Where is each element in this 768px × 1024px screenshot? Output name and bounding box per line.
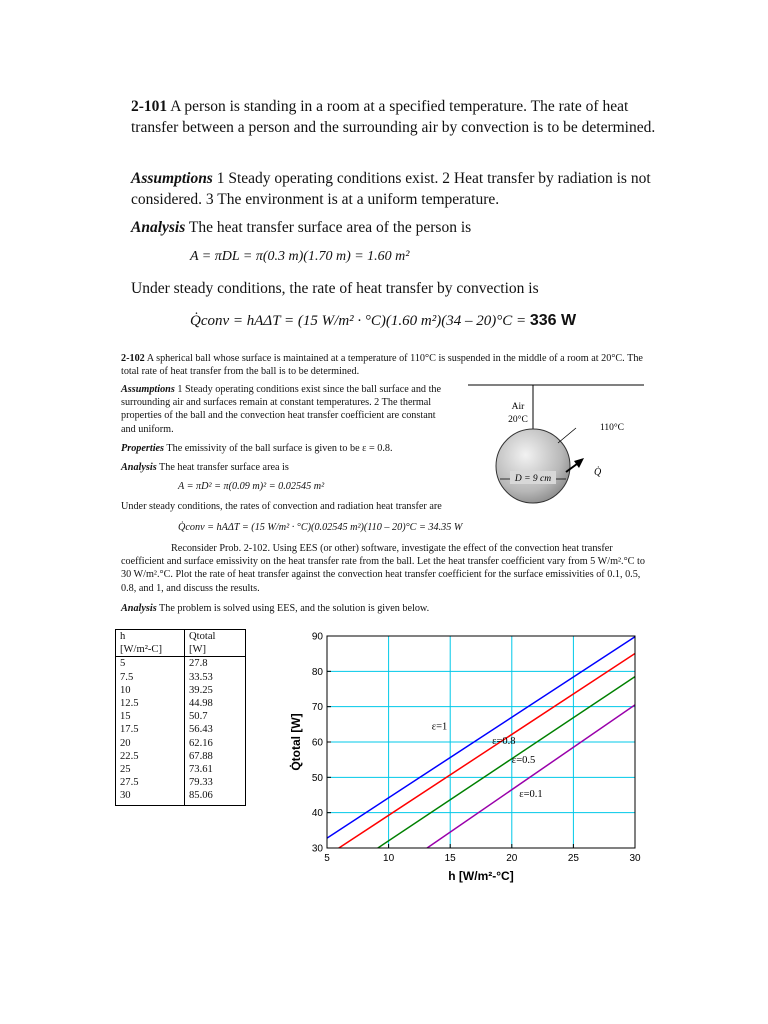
table-row	[116, 723, 245, 736]
table-header-row	[116, 630, 245, 657]
table-cell-q: 33.53	[189, 671, 213, 683]
table-cell-h: 22.5	[116, 750, 185, 763]
analysis-ees	[121, 602, 651, 615]
table-cell-q: 85.06	[189, 790, 213, 802]
equation-convection-lhs: Q̇conv = hAΔT = (15 W/m² · °C)(1.60 m²)(34 – 20)°C =	[190, 313, 530, 329]
table-cell-h: 5	[116, 657, 185, 671]
problem-intro: A person is standing in a room at a specified temperature. The rate of heat transfer between a person and the surrounding air by convection is to be determined.	[131, 98, 656, 136]
x-tick-label: 10	[383, 853, 395, 864]
steady-conditions-text-2: Under steady conditions, the rates of convection and radiation heat transfer are	[121, 501, 442, 512]
heat-rate-label: Q̇	[594, 467, 602, 478]
table-row	[116, 789, 245, 804]
table-row	[116, 697, 245, 710]
y-tick-label: 90	[311, 631, 323, 643]
analysis-label: Analysis	[131, 219, 186, 236]
table-header-q: Qtotal [W]	[185, 630, 246, 657]
ball-figure	[466, 380, 646, 515]
surface-temp-label: 110°C	[599, 423, 625, 433]
table-row	[116, 750, 245, 763]
surface-leader-line	[558, 428, 576, 443]
x-tick-label: 20	[506, 853, 518, 864]
problem-number: 2-101	[131, 98, 168, 115]
table-cell-q: 73.61	[189, 764, 213, 776]
y-tick-label: 30	[311, 843, 323, 855]
analysis-text: The problem is solved using EES, and the solution is given below.	[156, 603, 430, 614]
table-cell-q: 67.88	[189, 750, 213, 762]
series-annotation: ε=0.1	[519, 788, 543, 800]
table-row	[116, 737, 245, 750]
steady-conditions-text: Under steady conditions, the rate of heat transfer by convection is	[131, 280, 539, 297]
table-row	[116, 657, 245, 671]
y-axis-label: Q̇total [W]	[289, 713, 303, 771]
x-axis-label: h [W/m²-°C]	[448, 869, 514, 883]
ball	[496, 429, 570, 503]
table-header-h: h [W/m²-C]	[116, 630, 185, 657]
table-cell-q: 79.33	[189, 777, 213, 789]
reconsider-paragraph: Reconsider Prob. 2-102. Using EES (or other) software, investigate the effect of the convection heat transfer coefficient and surface emissivity on the heat transfer rate from the ball. Let the heat transfer coefficient vary from 5 W/m².°C to 30 W/m².°C. Plot the rate of heat transfer against the convection heat transfer coefficient for the surface emissivities of 0.1, 0.5, 0.8, and 1, and discuss the results.	[121, 543, 645, 594]
analysis-label: Analysis	[121, 603, 157, 614]
table-cell-h: 15	[116, 710, 185, 723]
series-annotation: ε=1	[431, 721, 448, 733]
assumptions-text: 1 Steady operating conditions exist. 2 Heat transfer by radiation is not considered. 3 The environment is at a uniform temperature.	[131, 170, 651, 208]
analysis-label: Analysis	[121, 462, 157, 473]
results-table	[115, 629, 246, 806]
series-annotation: ε=0.5	[511, 755, 536, 767]
equation-area-person: A = πDL = π(0.3 m)(1.70 m) = 1.60 m²	[190, 249, 410, 264]
assumptions-2-101	[131, 168, 661, 210]
x-tick-label: 5	[324, 853, 330, 864]
table-row	[116, 684, 245, 697]
assumptions-label: Assumptions	[121, 384, 175, 395]
analysis-2-101	[131, 217, 661, 238]
table-cell-q: 27.8	[189, 658, 208, 670]
properties-label: Properties	[121, 443, 165, 454]
table-body	[116, 657, 245, 805]
table-row	[116, 671, 245, 684]
analysis-2-102	[121, 461, 461, 474]
diameter-label: D = 9 cm	[514, 474, 552, 484]
arrow-head-icon	[574, 458, 584, 468]
x-tick-label: 30	[629, 853, 641, 864]
y-tick-label: 50	[311, 772, 323, 784]
table-cell-q: 56.43	[189, 724, 213, 736]
problem-number: 2-102	[121, 353, 145, 364]
analysis-text: The heat transfer surface area is	[156, 462, 289, 473]
series-annotation: ε=0.8	[492, 735, 516, 747]
problem-2-102	[121, 352, 646, 378]
table-cell-h: 20	[116, 737, 185, 750]
problem-intro: A spherical ball whose surface is maintained at a temperature of 110°C is suspended in the middle of a room at 20°C. The total rate of heat transfer from the ball is to be determined.	[121, 353, 643, 378]
equation-area-ball: A = πD² = π(0.09 m)² = 0.02545 m²	[178, 481, 325, 492]
table-cell-h: 17.5	[116, 723, 185, 736]
assumptions-text: 1 Steady operating conditions exist since the ball surface and the surrounding air and surfaces remain at constant temperatures. 2 The thermal properties of the ball and the convection heat transfer coefficient are constant and uniform.	[121, 384, 442, 435]
table-row	[116, 763, 245, 776]
table-cell-h: 30	[116, 789, 185, 804]
equation-convection-person	[190, 312, 576, 330]
table-cell-h: 25	[116, 763, 185, 776]
air-temp-label: 20°C	[508, 415, 528, 425]
air-label: Air	[511, 402, 525, 412]
table-cell-h: 27.5	[116, 776, 185, 789]
equation-convection-ball: Q̇conv = hAΔT = (15 W/m² · °C)(0.02545 m²)(110 – 20)°C = 34.35 W	[178, 522, 463, 533]
table-cell-q: 39.25	[189, 684, 213, 696]
analysis-text: The heat transfer surface area of the person is	[185, 219, 472, 236]
equation-result: 336 W	[529, 312, 577, 329]
properties-2-102	[121, 442, 461, 455]
assumptions-label: Assumptions	[131, 170, 213, 187]
assumptions-2-102	[121, 383, 446, 436]
table-cell-h: 7.5	[116, 671, 185, 684]
x-tick-label: 15	[444, 853, 456, 864]
problem-2-101	[131, 96, 661, 138]
table-row	[116, 710, 245, 723]
results-table-grid	[116, 630, 245, 805]
table-cell-h: 12.5	[116, 697, 185, 710]
properties-text: The emissivity of the ball surface is given to be ε = 0.8.	[164, 443, 393, 454]
heat-rate-chart	[276, 625, 656, 895]
y-tick-label: 60	[311, 737, 323, 749]
table-cell-q: 44.98	[189, 698, 213, 710]
y-tick-label: 40	[311, 808, 323, 820]
x-tick-label: 25	[567, 853, 579, 864]
table-cell-q: 62.16	[189, 737, 213, 749]
y-tick-label: 80	[311, 666, 323, 678]
y-tick-label: 70	[311, 702, 323, 714]
table-row	[116, 776, 245, 789]
table-cell-h: 10	[116, 684, 185, 697]
table-cell-q: 50.7	[189, 711, 208, 723]
